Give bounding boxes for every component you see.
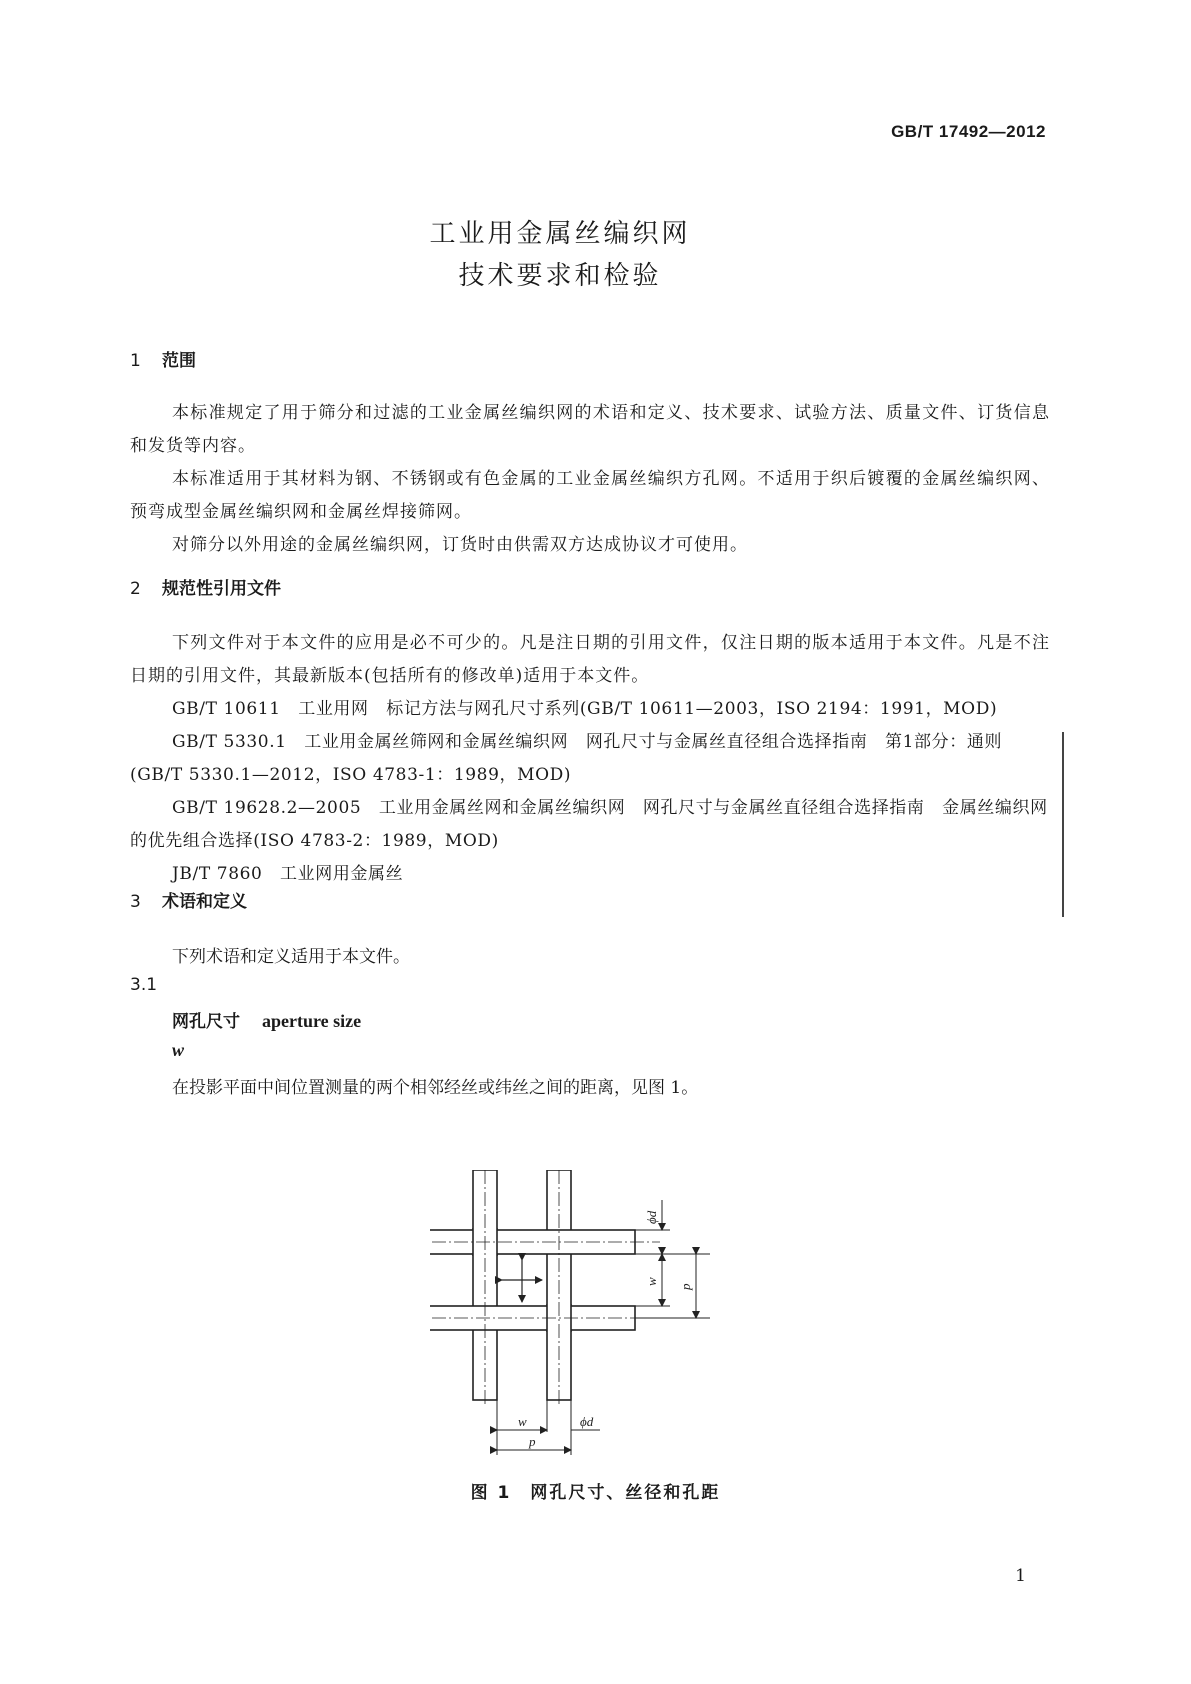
change-bar (1062, 732, 1064, 917)
reference-item: GB/T 10611 工业用网 标记方法与网孔尺寸系列(GB/T 10611—2003，ISO 2194：1991，MOD) (172, 699, 998, 719)
page-number: 1 (1015, 1566, 1026, 1586)
document-title-line1: 工业用金属丝编织网 (429, 219, 691, 249)
section-1-body (130, 397, 1050, 562)
section-number: 3 (130, 892, 141, 912)
label-w-bottom: w (518, 1414, 527, 1429)
section-title: 范围 (162, 351, 196, 371)
figure-caption: 图 1 网孔尺寸、丝径和孔距 (470, 1483, 721, 1503)
reference-item: GB/T 19628.2—2005 工业用金属丝网和金属丝编织网 网孔尺寸与金属丝直径组合选择指南 金属丝编织网的优先组合选择(ISO 4783-2：1989，MOD) (130, 798, 1048, 851)
label-p-bottom: p (529, 1434, 536, 1449)
paragraph: 对筛分以外用途的金属丝编织网，订货时由供需双方达成协议才可使用。 (172, 535, 748, 555)
term-number: 3.1 (130, 975, 158, 995)
section-2-heading (130, 574, 281, 599)
section-title: 术语和定义 (162, 892, 247, 912)
label-p-right: p (678, 1283, 693, 1290)
section-1-heading (130, 346, 196, 371)
term-name-en: aperture size (262, 1011, 362, 1031)
paragraph: 下列文件对于本文件的应用是必不可少的。凡是注日期的引用文件，仅注日期的版本适用于本文件。凡是不注日期的引用文件，其最新版本(包括所有的修改单)适用于本文件。 (130, 633, 1050, 686)
section-number: 2 (130, 579, 141, 599)
section-3-intro: 下列术语和定义适用于本文件。 (172, 947, 410, 967)
reference-item: GB/T 5330.1 工业用金属丝筛网和金属丝编织网 网孔尺寸与金属丝直径组合选择指南 第1部分：通则(GB/T 5330.1—2012，ISO 4783-1：1989，MOD) (130, 732, 1003, 785)
label-phi-d-right: ϕd (644, 1210, 659, 1224)
section-3-heading (130, 887, 247, 912)
term-name-cn: 网孔尺寸 (172, 1012, 240, 1032)
section-number: 1 (130, 351, 141, 371)
term-heading (172, 1007, 361, 1032)
section-2-intro (130, 627, 1050, 693)
paragraph: 本标准规定了用于筛分和过滤的工业金属丝编织网的术语和定义、技术要求、试验方法、质量文件、订货信息和发货等内容。 (130, 403, 1050, 456)
standard-code: GB/T 17492—2012 (891, 122, 1046, 141)
figure-1-diagram (430, 1170, 730, 1460)
label-phi-d-bottom: ϕd (580, 1414, 594, 1429)
reference-list (130, 693, 1050, 891)
paragraph: 本标准适用于其材料为钢、不锈钢或有色金属的工业金属丝编织方孔网。不适用于织后镀覆的金属丝编织网、预弯成型金属丝编织网和金属丝焊接筛网。 (130, 469, 1050, 522)
reference-item: JB/T 7860 工业网用金属丝 (172, 864, 404, 884)
term-symbol: w (172, 1040, 185, 1060)
label-w-right: w (644, 1277, 659, 1286)
document-title-line2: 技术要求和检验 (458, 261, 662, 291)
section-title: 规范性引用文件 (162, 579, 281, 599)
term-definition: 在投影平面中间位置测量的两个相邻经丝或纬丝之间的距离，见图 1。 (172, 1078, 699, 1098)
